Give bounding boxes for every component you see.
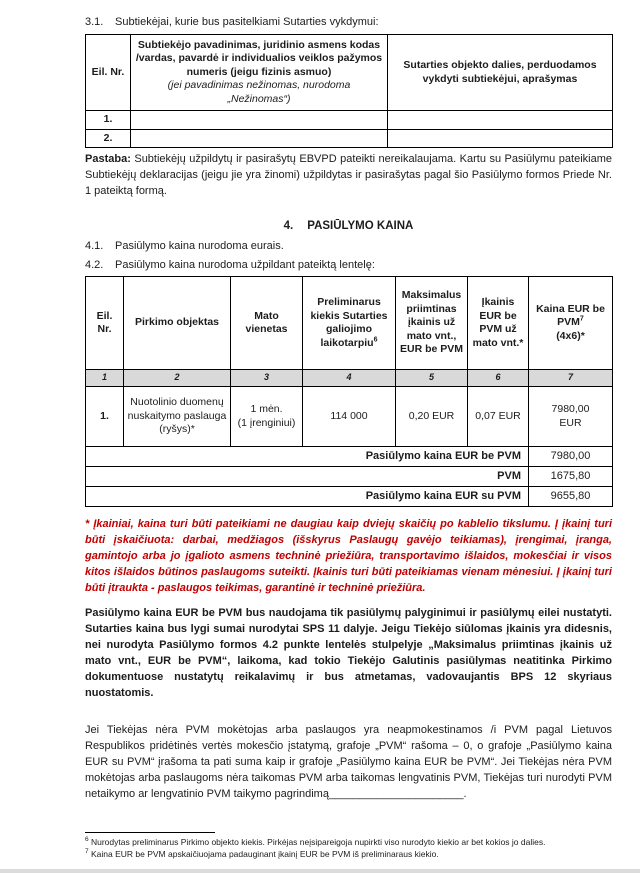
price-header-rate: Įkainis EUR be PVM už mato vnt.* [468,277,529,370]
summary-label-su-pvm: Pasiūlymo kaina EUR su PVM [86,487,529,507]
subcontractors-header-object: Sutarties objekto dalies, perduodamos vykdyti subtiekėjui, aprašymas [388,35,613,111]
footnote-7-text: Kaina EUR be PVM apskaičiuojama padauginant įkainį EUR be PVM iš preliminaraus kiekio. [88,848,439,859]
summary-label-be-pvm: Pasiūlymo kaina EUR be PVM [86,447,529,467]
colnum-6: 6 [468,370,529,387]
section-4-2-text: Pasiūlymo kaina nurodoma užpildant pateiktą lentelę: [115,259,375,271]
data-row-unit-line1: 1 mėn. [250,403,283,415]
summary-row-pvm [86,467,613,487]
price-header-quantity [303,277,396,370]
price-header-quantity-text: Preliminarus kiekis Sutarties galiojimo laikotarpiu [310,296,388,349]
footnote-ref-6: 6 [373,336,378,343]
data-row-max-rate: 0,20 EUR [396,387,468,447]
price-header-max-rate: Maksimalus priimtinas įkainis už mato vnt., EUR be PVM [396,277,468,370]
footnote-6 [85,837,612,849]
section-3-1-number: 3.1. [85,16,104,28]
section-3-1-text: Subtiekėjai, kurie bus pasitelkiami Sutarties vykdymui: [115,16,379,28]
colnum-3: 3 [231,370,303,387]
data-row-unit [231,387,303,447]
subcontractors-row-2-name-cell [131,129,388,148]
colnum-5: 5 [396,370,468,387]
section-4-title: PASIŪLYMO KAINA [307,220,414,232]
pastaba-paragraph [85,151,612,199]
data-row-price-amount: 7980,00 [551,403,590,415]
section-4-1-line [85,238,612,254]
summary-value-be-pvm: 7980,00 [529,447,613,467]
summary-row-su-pvm [86,487,613,507]
colnum-7: 7 [529,370,613,387]
red-note-paragraph: * Įkainiai, kaina turi būti pateikiami ne daugiau kaip dviejų skaičių po kablelio tikslumu. Į įkainį turi būti įskaičiuota: darbai, medžiagos (išskyrus Paslaugų gavėjo teikiamas), įrengimai, įranga, gamintojo arba jo įgalioto asmens techninė priežiūra, transportavimo išlaidos, mokesčiai ir visos kitos išlaidos būtinos paslaugoms suteikti. Įkainis turi būti pateikiamas vienam mėnesiui. Į įkainį turi būti įtraukta - paslaugos teikimas, garantinė ir techninė priežiūra. [85,518,612,594]
data-row-quantity: 114 000 [303,387,396,447]
price-header-unit: Mato vienetas [231,277,303,370]
section-4-2-line [85,257,612,273]
data-row-object: Nuotolinio duomenų nuskaitymo paslauga (ryšys)* [124,387,231,447]
data-row-price-currency: EUR [559,416,582,429]
section-4-1-number: 4.1. [85,240,104,252]
data-row-price [529,387,613,447]
colnum-1: 1 [86,370,124,387]
footnote-ref-7: 7 [579,315,584,323]
bold-note-paragraph: Pasiūlymo kaina EUR be PVM bus naudojama tik pasiūlymų palyginimui ir pasiūlymų eilei nustatyti. Sutarties kaina bus lygi sumai nurodytai SPS 11 dalyje. Jeigu Tiekėjo siūlomas įkainis yra didesnis, nei nurodyta Pasiūlymo formos 4.2 punkte lentelės stulpelyje „Maksimalus priimtinas įkainis už mato vnt., EUR be PVM“, laikoma, kad tokio Tiekėjo Galutinis pasiūlymas neatitinka Pirkimo dokumentuose nustatytų reikalavimų ir bus atmetamas, vadovaujantis BPS 12 skyriaus nuostatomis. [85,607,612,699]
price-table [85,276,613,507]
price-header-price-text: Kaina EUR be PVM [536,302,605,329]
footnotes [85,837,612,860]
price-table-header-row [86,277,613,370]
section-4-number: 4. [283,220,294,232]
subcontractors-row-2-object-cell [388,129,613,148]
summary-value-su-pvm: 9655,80 [529,487,613,507]
price-header-eil-nr: Eil. Nr. [86,277,124,370]
section-4-2-number: 4.2. [85,259,104,271]
data-row-rate: 0,07 EUR [468,387,529,447]
data-row-unit-line2: (1 įrenginiui) [237,416,296,429]
subcontractors-header-row [86,35,613,111]
summary-row-be-pvm [86,447,613,467]
price-table-colnum-row [86,370,613,387]
page-bottom-edge [0,869,640,873]
price-table-data-row [86,387,613,447]
pvm-note-paragraph: Jei Tiekėjas nėra PVM mokėtojas arba paslaugos yra neapmokestinamos /i PVM pagal Lietuvos Respublikos pridėtinės vertės mokesčio įstatymą, grafoje „PVM“ rašoma – 0, o grafoje „Pasiūlymo kaina EUR su PVM“ įrašoma ta pati suma kaip ir grafoje „Pasiūlymo kaina EUR be PVM“. Jei Tiekėjas nėra PVM mokėtojas arba paslaugoms nėra taikomas PVM arba taikomas lengvatinis PVM, Tiekėjas turi nurodyti PVM netaikymo ar lengvatinio PVM taikymo pagrindimą______________________. [85,724,612,800]
colnum-4: 4 [303,370,396,387]
summary-label-pvm: PVM [86,467,529,487]
footnote-6-mark: 6 [85,836,89,844]
subcontractors-row-1 [86,111,613,130]
subcontractors-row-1-object-cell [388,111,613,130]
subcontractors-header-name-italic-1: (jei pavadinimas nežinomas, nurodoma [167,79,351,92]
subcontractors-header-eil-nr: Eil. Nr. [86,35,131,111]
colnum-2: 2 [124,370,231,387]
summary-value-pvm: 1675,80 [529,467,613,487]
price-header-price-formula: (4x6)* [556,329,585,342]
footnote-7-mark: 7 [85,847,89,855]
data-row-number: 1. [86,387,124,447]
subcontractors-header-name [131,35,388,111]
price-header-price [529,277,613,370]
subcontractors-row-2-number: 2. [86,129,131,148]
section-4-1-text: Pasiūlymo kaina nurodoma eurais. [115,240,284,252]
footnote-6-text: Nurodytas preliminarus Pirkimo objekto kiekis. Pirkėjas neįsipareigoja nupirkti viso nurodyto kiekio ar bet kokios jo dalies. [88,837,546,847]
subcontractors-row-2 [86,129,613,148]
subcontractors-row-1-number: 1. [86,111,131,130]
section-3-1-line [85,14,612,30]
pastaba-text: Subtiekėjų užpildytų ir pasirašytų EBVPD pateikti nereikalaujama. Kartu su Pasiūlymu pateikiame Subtiekėjų deklaracijas (jeigu jie yra žinomi) užpildytas ir pasirašytas pagal šio Pasiūlymo formos Priede Nr. 1 pateiktą formą. [85,153,612,197]
footnote-separator [85,832,215,833]
section-4-heading [85,218,612,234]
footnote-7 [85,849,612,861]
subcontractors-header-name-bold: Subtiekėjo pavadinimas, juridinio asmens kodas /vardas, pavardė ir individualios veiklos pažymos numeris (jeigu fizinis asmuo) [135,38,383,78]
pastaba-label: Pastaba: [85,153,131,165]
subcontractors-table [85,34,613,148]
subcontractors-header-name-italic-2: „Nežinomas“) [227,92,291,105]
price-header-object: Pirkimo objektas [124,277,231,370]
subcontractors-row-1-name-cell [131,111,388,130]
